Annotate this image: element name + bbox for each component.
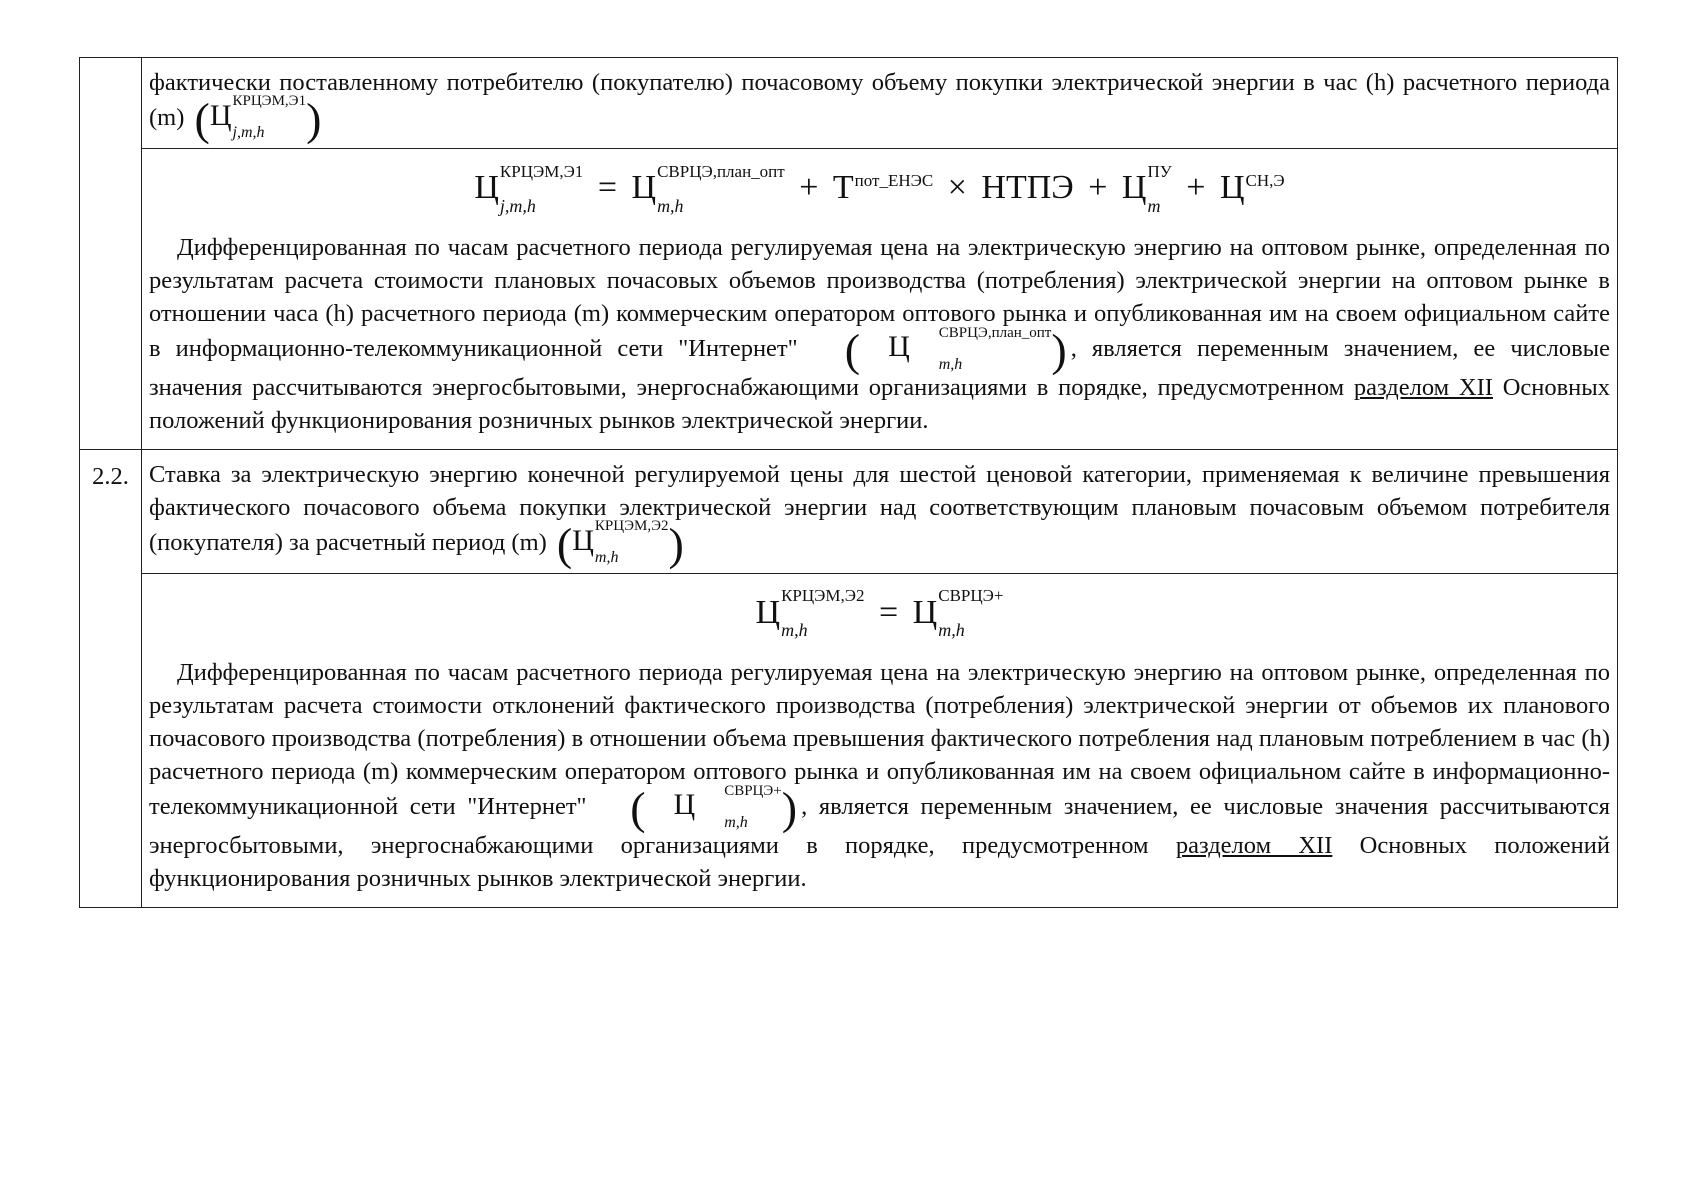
formula-term: Т пот_ЕНЭС	[832, 169, 934, 207]
formula	[149, 586, 1610, 641]
formula-term: Ц СВРЦЭ+ m,h	[912, 586, 1004, 641]
row-number: 2.2.	[92, 462, 129, 490]
formula-term: НТПЭ	[981, 169, 1074, 207]
equals-sign: =	[597, 169, 617, 207]
section-link[interactable]: разделом XII	[1175, 831, 1333, 859]
formula-lhs: Ц КРЦЭМ,Э1 j,m,h	[474, 161, 584, 216]
formula-lhs: Ц КРЦЭМ,Э2 m,h	[755, 586, 865, 641]
table-row	[80, 58, 1618, 149]
price-symbol: ( Ц СВРЦЭ+ m,h )	[630, 782, 798, 834]
formula-cell	[142, 149, 1618, 449]
formula	[149, 161, 1610, 216]
price-symbol: ( Ц СВРЦЭ,план_опт m,h )	[844, 324, 1067, 376]
equals-sign: =	[878, 594, 899, 632]
price-symbol: (Ц КРЦЭМ,Э2 m,h )	[556, 518, 684, 570]
description-cell	[142, 449, 1618, 573]
row-number-cell	[80, 449, 142, 907]
table-row	[80, 449, 1618, 573]
tariff-table	[79, 57, 1618, 908]
definition-paragraph: Дифференцированная по часам расчетного периода регулируемая цена на электрическую энергию на оптовом рынке, определенная по результатам расчета стоимости отклонений фактического производства (потребления) электрической энергии от объемов их планового почасового производства (потребления) в отношении объема превышения фактического потребления над плановым потреблением в час (h) расчетного периода (m) коммерческим оператором оптового рынка и опубликованная им на своем официальном сайте в информационно-телекоммуникационной сети "Интернет" ( Ц СВРЦЭ+ m,h ) , является переменным значением, ее числовые значения рассчитываются энергосбытовыми, энергоснабжающими организациями в порядке, предусмотренном разделом XII Основных положений функционирования розничных рынков электрической энергии.	[149, 659, 1611, 892]
plus-sign: +	[1186, 169, 1206, 207]
table-row	[80, 574, 1618, 907]
times-sign: ×	[947, 169, 967, 207]
formula-term: Ц ПУ m	[1121, 161, 1172, 216]
plus-sign: +	[799, 169, 819, 207]
description-text: Ставка за электрическую энергию конечной регулируемой цены для шестой ценовой категории, применяемая к величине превышения фактического почасового объема покупки электрической энергии над соответствующим плановым почасовым объемом потребителя (покупателя) за расчетный период (m)	[149, 460, 1610, 556]
row-number-cell	[80, 58, 142, 450]
formula-cell	[142, 574, 1618, 907]
table-row	[80, 149, 1618, 449]
definition-paragraph: Дифференцированная по часам расчетного периода регулируемая цена на электрическую энергию на оптовом рынке, определенная по результатам расчета стоимости плановых почасовых объемов производства (потребления) электрической энергии на оптовом рынке в отношении часа (h) расчетного периода (m) коммерческим оператором оптового рынка и опубликованная им на своем официальном сайте в информационно-телекоммуникационной сети "Интернет" ( Ц СВРЦЭ,план_опт m,h ) , является переменным значением, ее числовые значения рассчитываются энергосбытовыми, энергоснабжающими организациями в порядке, предусмотренном разделом XII Основных положений функционирования розничных рынков электрической энергии.	[149, 234, 1611, 434]
price-symbol: (Ц КРЦЭМ,Э1 j,m,h )	[194, 93, 322, 145]
description-text: фактически поставленному потребителю (покупателю) почасовому объему покупки электрической энергии в час (h) расчетного периода (m)	[149, 69, 1610, 131]
plus-sign: +	[1088, 169, 1108, 207]
formula-term: Ц СВРЦЭ,план_опт m,h	[631, 161, 785, 216]
section-link[interactable]: разделом XII	[1353, 373, 1493, 401]
formula-term: Ц СН,Э	[1219, 169, 1285, 207]
description-cell	[142, 58, 1618, 149]
